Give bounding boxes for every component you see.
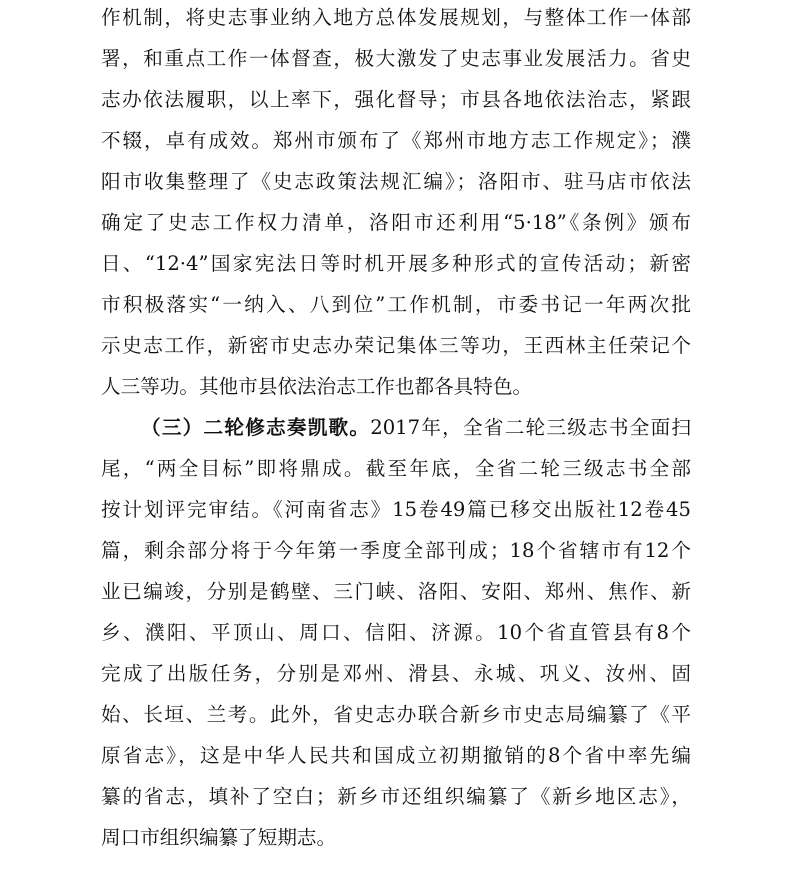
paragraph-2-line-9: 原省志》，这是中华人民共和国成立初期撤销的8个省中率先编 <box>101 744 691 767</box>
paragraph-2-line-7: 完成了出版任务，分别是邓州、滑县、永城、巩义、汝州、固 <box>101 662 691 685</box>
paragraph-1-line-5: 阳市收集整理了《史志政策法规汇编》；洛阳市、驻马店市依法 <box>101 170 691 193</box>
paragraph-2-line-2: 尾，“两全目标”即将鼎成。截至年底，全省二轮三级志书全部 <box>101 457 691 480</box>
paragraph-2-line-8: 始、长垣、兰考。此外，省史志办联合新乡市史志局编纂了《平 <box>101 703 691 726</box>
paragraph-1-line-3: 志办依法履职，以上率下，强化督导；市县各地依法治志，紧跟 <box>101 88 691 111</box>
paragraph-1-line-2: 署，和重点工作一体督查，极大激发了史志事业发展活力。省史 <box>101 47 691 70</box>
paragraph-2-line-4: 篇，剩余部分将于今年第一季度全部刊成；18个省辖市有12个 <box>101 539 691 562</box>
paragraph-1-line-8: 市积极落实“一纳入、八到位”工作机制，市委书记一年两次批 <box>101 293 691 316</box>
paragraph-2-line-6: 乡、濮阳、平顶山、周口、信阳、济源。10个省直管县有8个 <box>101 621 691 644</box>
paragraph-1-line-1: 作机制，将史志事业纳入地方总体发展规划，与整体工作一体部 <box>101 6 691 29</box>
paragraph-1-line-7: 日、“12·4”国家宪法日等时机开展多种形式的宣传活动；新密 <box>101 252 691 275</box>
paragraph-1-line-4: 不辍，卓有成效。郑州市颁布了《郑州市地方志工作规定》；濮 <box>101 129 691 152</box>
paragraph-2-line-11: 周口市组织编纂了短期志。 <box>101 826 337 849</box>
paragraph-2-line-5: 业已编竣，分别是鹤壁、三门峡、洛阳、安阳、郑州、焦作、新 <box>101 580 691 603</box>
section-heading: （三）二轮修志奏凯歌。 <box>141 416 371 439</box>
paragraph-2-line-10: 纂的省志，填补了空白；新乡市还组织编纂了《新乡地区志》， <box>101 785 691 808</box>
paragraph-1-line-10: 人三等功。其他市县依法治志工作也都各具特色。 <box>101 375 533 398</box>
paragraph-2-first-line-text: 2017年，全省二轮三级志书全面扫 <box>370 416 691 439</box>
paragraph-1-line-9: 示史志工作，新密市史志办荣记集体三等功，王西林主任荣记个 <box>101 334 691 357</box>
paragraph-1-line-6: 确定了史志工作权力清单，洛阳市还利用“5·18”《条例》颁布 <box>101 211 691 234</box>
paragraph-2-line-1 <box>141 413 691 443</box>
paragraph-2-line-3: 按计划评完审结。《河南省志》15卷49篇已移交出版社12卷45 <box>101 498 691 521</box>
